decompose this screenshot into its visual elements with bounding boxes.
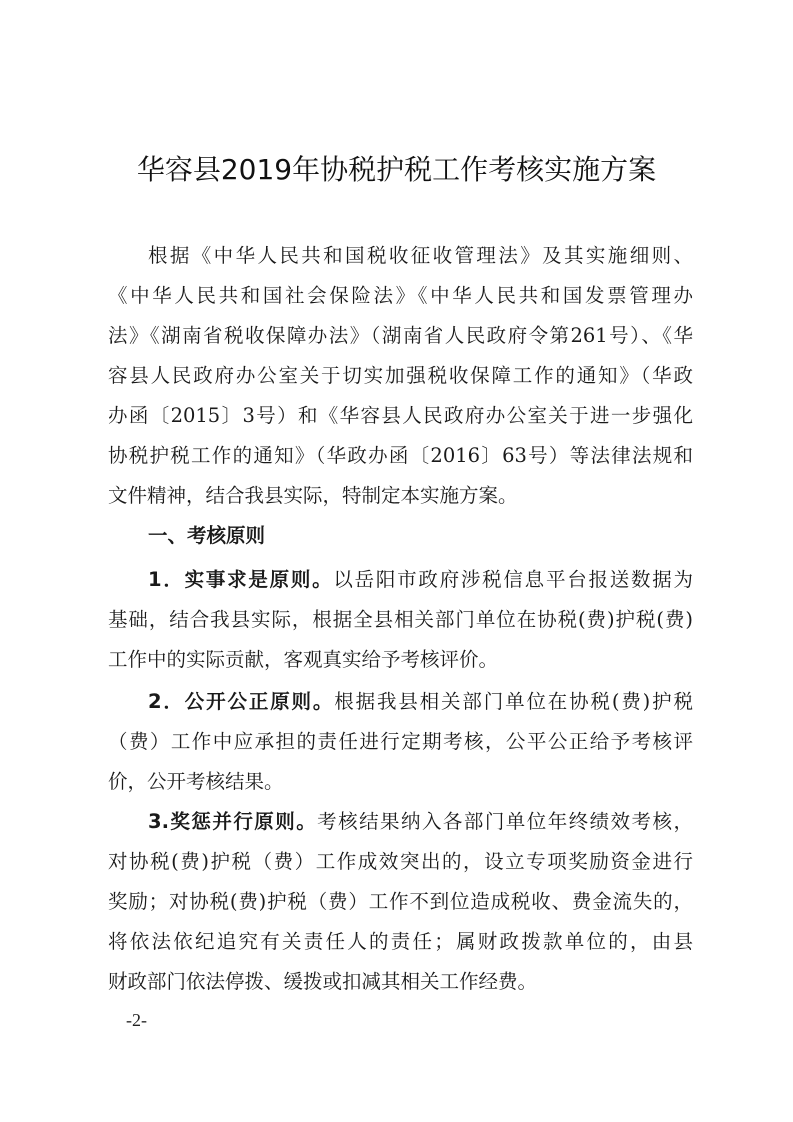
principle-first-line — [148, 560, 693, 600]
principle-title: 3.奖惩并行原则。 — [148, 810, 318, 833]
intro-line: 容县人民政府办公室关于切实加强税收保障工作的通知》（华政 — [108, 364, 693, 387]
page-number: -2- — [126, 1010, 147, 1030]
principle-text: 以岳阳市政府涉税信息平台报送数据为 — [333, 568, 693, 591]
principle-text: 根据我县相关部门单位在协税(费)护税 — [334, 690, 693, 713]
document-title: 华容县2019年协税护税工作考核实施方案 — [136, 153, 657, 186]
principle-first-line — [148, 682, 693, 722]
principle-line: 奖励；对协税(费)护税（费）工作不到位造成税收、费金流失的， — [108, 890, 693, 913]
principle-text: 考核结果纳入各部门单位年终绩效考核， — [317, 810, 693, 833]
principle-line: 基础，结合我县实际，根据全县相关部门单位在协税(费)护税(费) — [108, 608, 693, 631]
principle-title: 1．实事求是原则。 — [148, 568, 334, 591]
principle-line: 工作中的实际贡献，客观真实给予考核评价。 — [108, 648, 499, 671]
section-heading: 一、考核原则 — [148, 524, 266, 547]
intro-line: 根据《中华人民共和国税收征收管理法》及其实施细则、 — [148, 244, 693, 267]
intro-line: 法》《湖南省税收保障办法》（湖南省人民政府令第261号）、《华 — [108, 324, 693, 347]
principle-line: 将依法依纪追究有关责任人的责任；属财政拨款单位的，由县 — [108, 930, 693, 953]
principle-line: 财政部门依法停拨、缓拨或扣减其相关工作经费。 — [108, 970, 538, 993]
intro-line: 《中华人民共和国社会保险法》《中华人民共和国发票管理办 — [108, 284, 693, 307]
principle-title: 2．公开公正原则。 — [148, 690, 335, 713]
principle-first-line — [148, 802, 693, 842]
intro-line: 办函〔2015〕3号）和《华容县人民政府办公室关于进一步强化 — [108, 404, 693, 427]
principle-line: （费）工作中应承担的责任进行定期考核，公平公正给予考核评 — [108, 730, 693, 753]
principle-line: 对协税(费)护税（费）工作成效突出的，设立专项奖励资金进行 — [108, 850, 693, 873]
intro-line: 协税护税工作的通知》（华政办函〔2016〕63号）等法律法规和 — [108, 444, 693, 467]
principle-line: 价，公开考核结果。 — [108, 770, 284, 793]
intro-line: 文件精神，结合我县实际，特制定本实施方案。 — [108, 484, 518, 507]
